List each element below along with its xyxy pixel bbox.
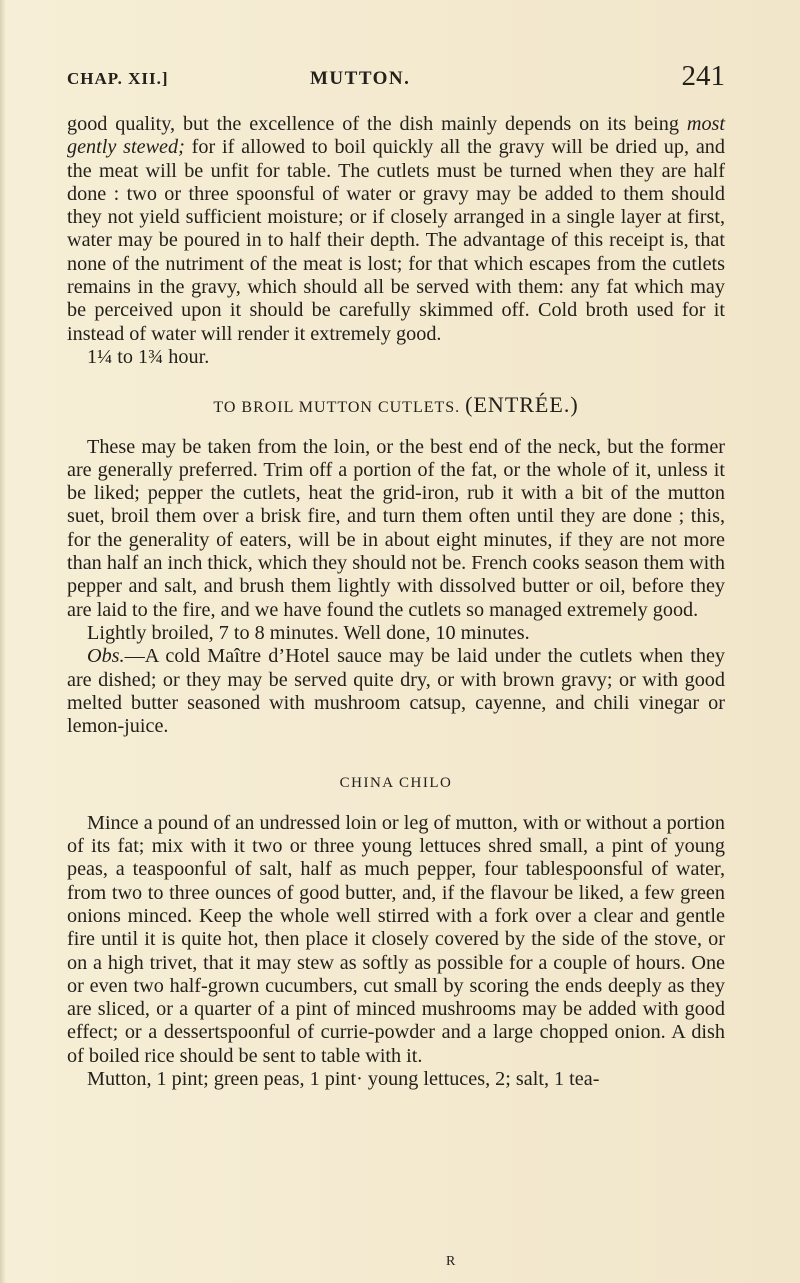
page-number: 241	[681, 60, 725, 92]
cooking-time: Lightly broiled, 7 to 8 minutes. Well done, 10 minutes.	[87, 621, 530, 644]
page-gutter-shadow	[0, 0, 6, 1283]
para-text: good quality, but the excellence of the dish mainly depends on its being	[67, 113, 687, 135]
emphasis-text: most gently stewed;	[67, 113, 725, 159]
recipe-heading-china-chilo: CHINA CHILO	[339, 775, 453, 792]
obs-text: —A cold Maître d’Hotel sauce may be laid under the cutlets when they are dished; or they may be served quite dry, or with brown gravy; or with good melted butter seasoned with mushroom catsup, cayenne, and chili vinegar or lemon-juice.	[67, 645, 725, 738]
chapter-label: CHAP. XII.]	[67, 69, 169, 88]
ingredient-list: Mutton, 1 pint; green peas, 1 pint· young lettuces, 2; salt, 1 tea-	[87, 1067, 600, 1090]
recipe-paragraph: Mince a pound of an undressed loin or leg of mutton, with or without a portion of its fat; mix with it two or three young lettuces shred small, a pint of young peas, a teaspoonful of salt, half as much pepper, four tablespoonsful of water, from two to three ounces of good butter, and, if the flavour be liked, a few green onions minced. Keep the whole well stirred with a fork over a clear and gentle fire until it is quite hot, then place it closely covered by the side of the stove, or on a high trivet, that it may stew as softly as possible for a couple of hours. One or even two half-grown cucumbers, cut small by scoring the ends deeply as they are sliced, or a quarter of a pint of minced mushrooms may be added with good effect; or a dessertspoonful of currie-powder and a large chopped onion. A dish of boiled rice should be sent to table with it.	[67, 811, 725, 1067]
page-body	[67, 113, 725, 1091]
obs-label: Obs.	[87, 645, 125, 668]
recipe-heading-broil-cutlets	[67, 393, 725, 419]
continuation-paragraph	[67, 113, 725, 346]
cooking-time: 1¼ to 1¾ hour.	[87, 345, 210, 368]
observation-paragraph	[67, 645, 725, 738]
running-header	[67, 60, 725, 96]
recipe-title: TO BROIL MUTTON CUTLETS.	[213, 399, 461, 417]
recipe-paragraph: These may be taken from the loin, or the best end of the neck, but the former are generally preferred. Trim off a portion of the fat, or the whole of it, unless it be liked; pepper the cutlets, heat the grid-iron, rub it with a bit of the mutton suet, broil them over a brisk fire, and turn them often until they are done ; this, for the generality of eaters, will be in about eight minutes, if they are not more than half an inch thick, which they should not be. French cooks season them with pepper and salt, and brush them lightly with dissolved butter or oil, before they are laid to the fire, and we have found the cutlets so managed extremely good.	[67, 435, 725, 621]
running-title: MUTTON.	[310, 68, 411, 89]
signature-mark: R	[446, 1254, 456, 1269]
para-text: for if allowed to boil quickly all the gravy will be dried up, and the meat will be unfit for table. The cutlets must be turned when they are half done : two or three spoonsful of water or gravy may be added to them should they not yield sufficient moisture; or if closely arranged in a single layer at first, water may be poured in to half their depth. The advantage of this receipt is, that none of the nutriment of the meat is lost; for that which escapes from the cutlets remains in the gravy, which should all be served with them: any fat which may be perceived upon it should be carefully skimmed off. Cold broth used for it instead of water will render it extremely good.	[67, 136, 725, 345]
recipe-category: (ENTRÉE.)	[465, 392, 579, 418]
